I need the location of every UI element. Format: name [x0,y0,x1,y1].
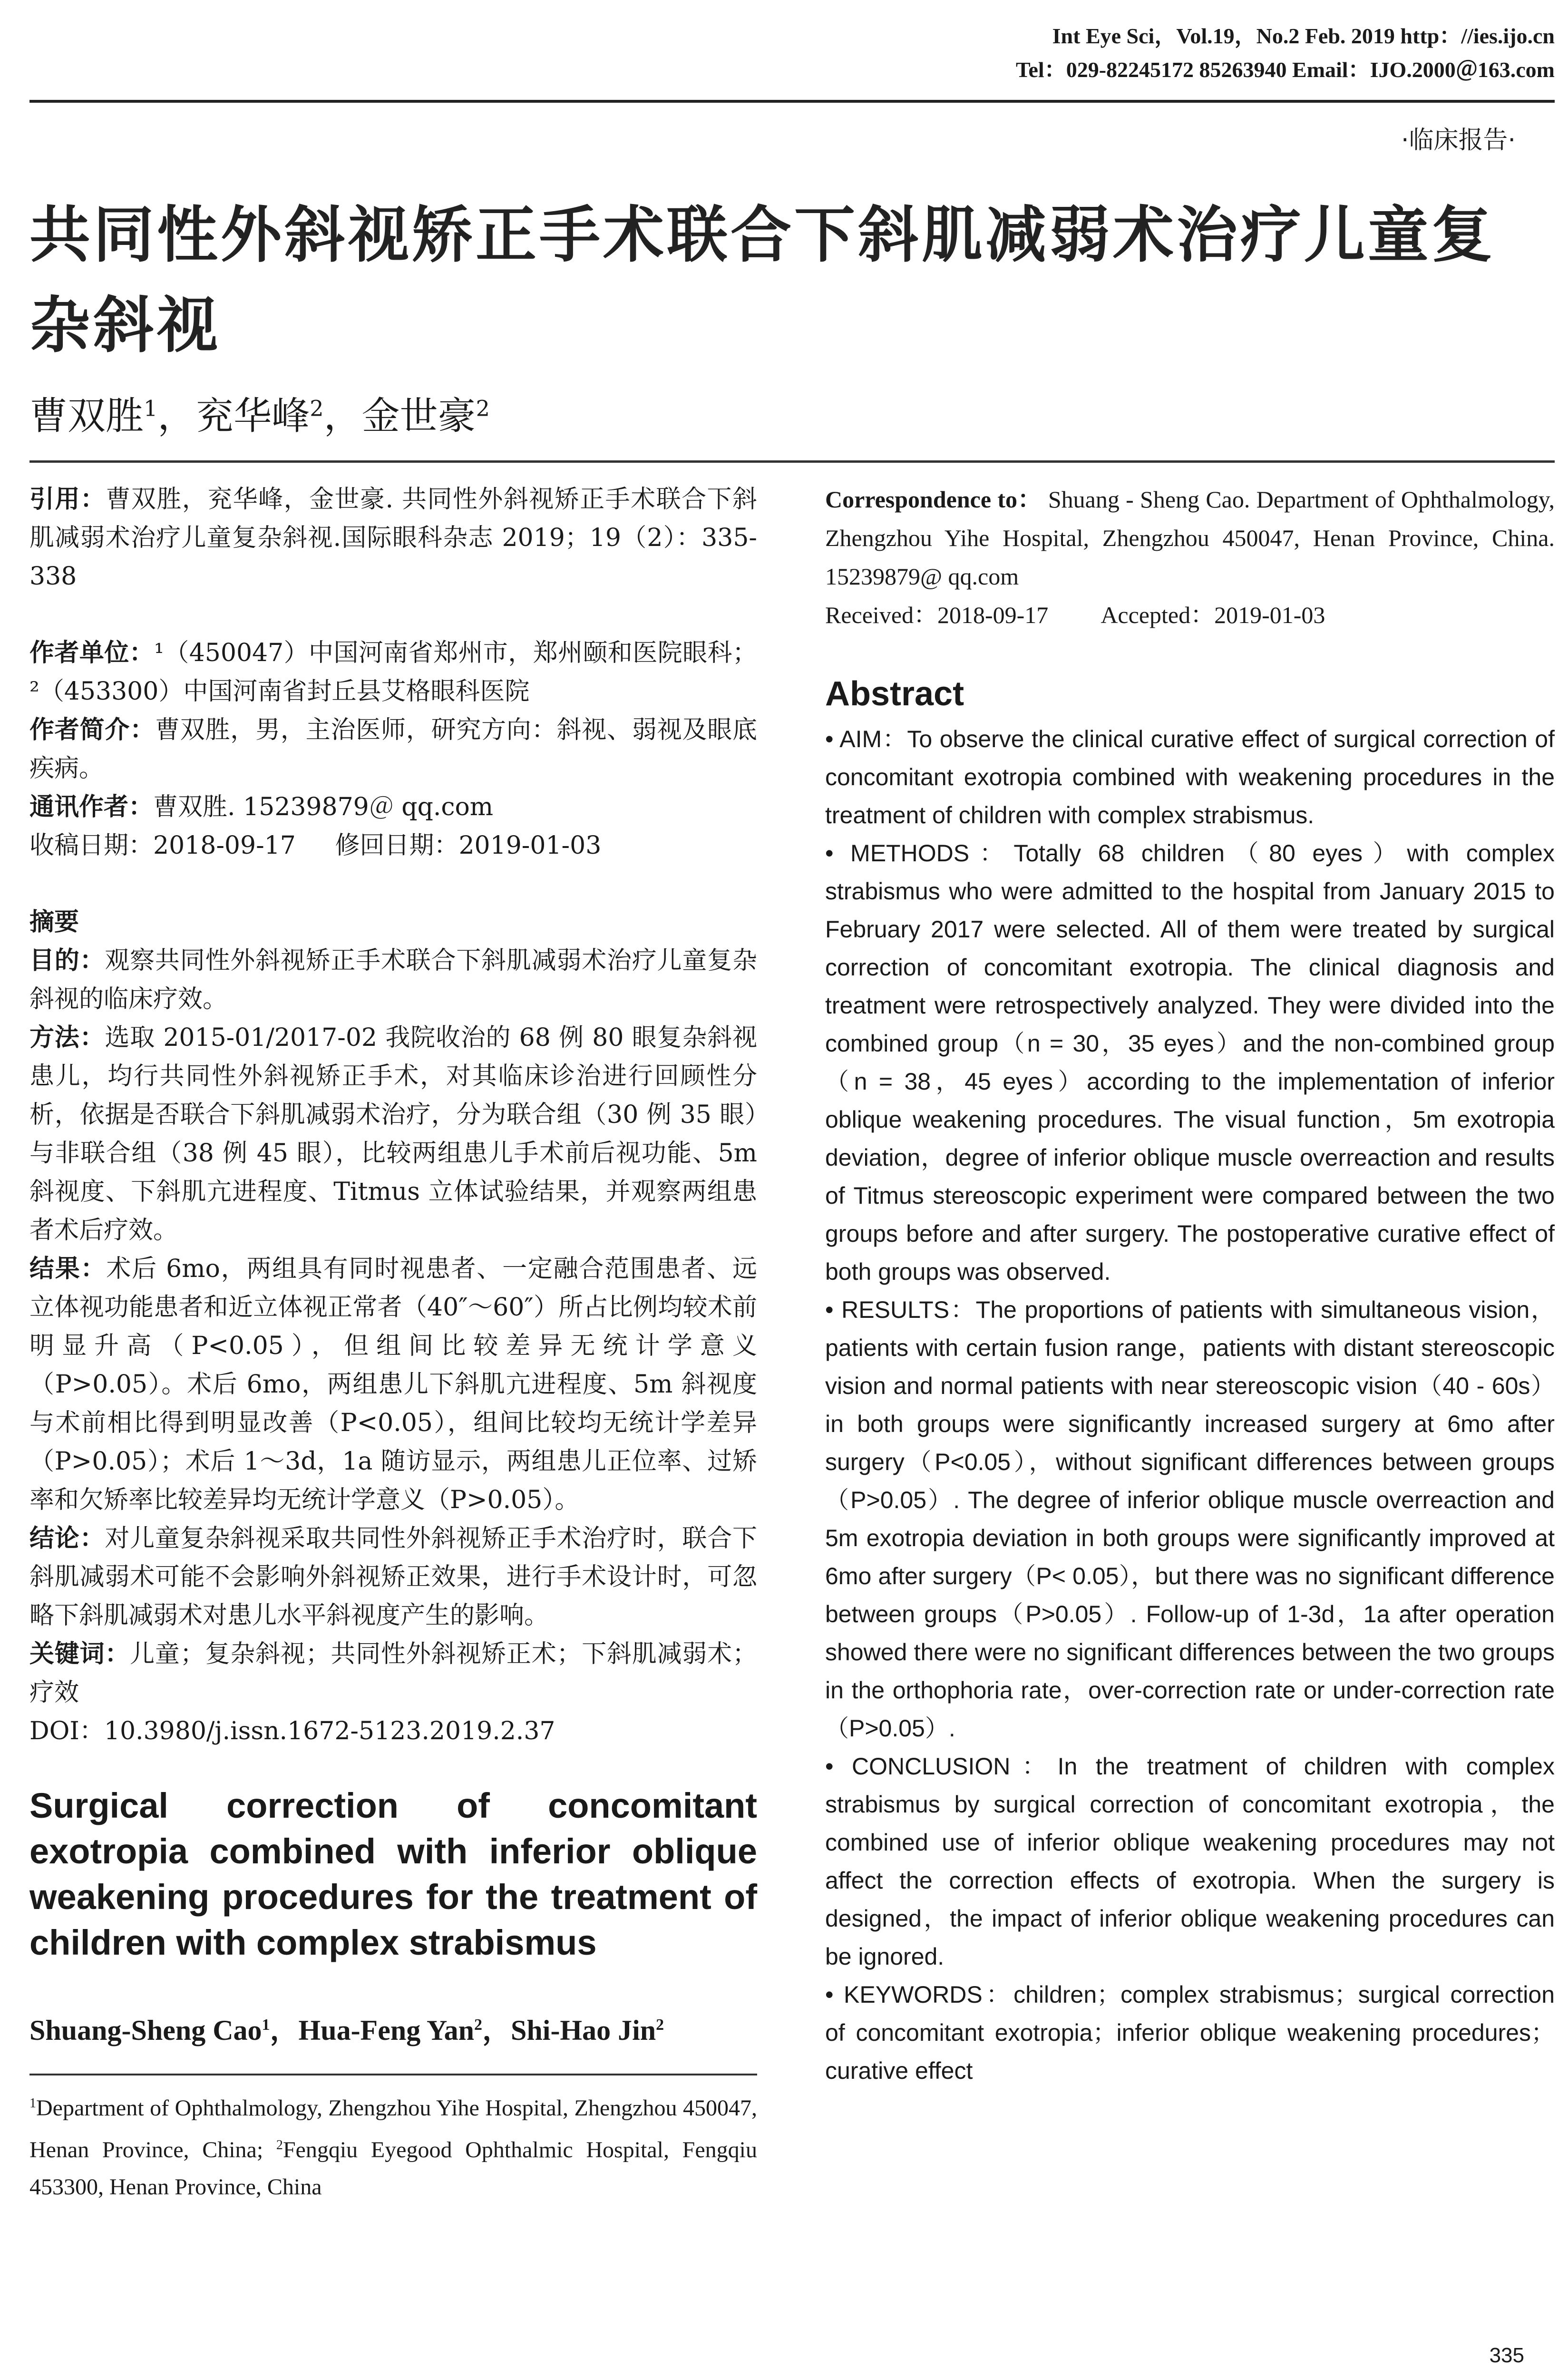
author-bio [29,711,757,788]
conclusion-label: 结论： [29,1524,105,1553]
author-units-label: 作者单位： [29,639,155,667]
citation [29,480,757,596]
citation-text: 曹双胜，兖华峰，金世豪. 共同性外斜视矫正手术联合下斜肌减弱术治疗儿童复杂斜视.国际眼科杂志 2019；19（2）：335-338 [29,485,757,591]
author-1-affil: 1 [144,395,158,421]
abstract-aim-cn: 目的：观察共同性外斜视矫正手术联合下斜肌减弱术治疗儿童复杂斜视的临床疗效。 [29,946,757,1013]
corresponding-author [29,788,757,827]
author-3-affil: 2 [476,395,490,421]
results-label: 结果： [29,1255,107,1283]
abstract-heading-cn: 摘要 [29,908,79,936]
correspondence-en-text: Shuang - Sheng Cao. Department of Ophthalmology, Zhengzhou Yihe Hospital, Zhengzhou 450047, Henan Province, China. 15239879@ qq.com [825,486,1555,590]
methods-label: 方法： [29,1023,105,1052]
corresponding-author-text: 曹双胜. 15239879＠ qq.com [153,793,494,821]
abstract-heading-en: Abstract [825,675,964,713]
abstract-methods-en: • METHODS：Totally 68 children（80 eyes）with complex strabismus who were admitted to the hospital from January 2015 to February 2017 were selected. All of them were treated by surgical correction of concomitant exotropia. The clinical diagnosis and treatment were retrospectively analyzed. They were divided into the combined group（n = 30，35 eyes）and the non-combined group（n = 38，45 eyes）according to the implementation of inferior oblique weakening procedures. The visual function，5m exotropia deviation，degree of inferior oblique muscle overreaction and results of Titmus stereoscopic experiment were compared between the two groups before and after surgery. The postoperative curative effect of both groups was observed. [825,840,1555,1285]
dates-cn: 收稿日期：2018-09-17 修回日期：2019-01-03 [29,831,602,860]
doi: DOI：10.3980/j.issn.1672-5123.2019.2.37 [29,1717,555,1745]
journal-header-line1: Int Eye Sci，Vol.19，No.2 Feb. 2019 http：//ies.ijo.cn [1052,24,1555,48]
abstract-aim-en: • AIM：To observe the clinical curative effect of surgical correction of concomitant exotropia combined with weakening procedures in the treatment of children with complex strabismus. [825,726,1555,828]
abstract-results-en: • RESULTS：The proportions of patients with simultaneous vision，patients with certain fusion range，patients with distant stereoscopic vision and normal patients with near stereoscopic vision（40 - 60s）in both groups were significantly increased surgery at 6mo after surgery（P<0.05），without significant differences between groups（P>0.05）. The degree of inferior oblique muscle overreaction and 5m exotropia deviation in both groups were significantly improved at 6mo after surgery（P< 0.05），but there was no significant difference between groups（P>0.05）. Follow-up of 1-3d，1a after operation showed there were no significant differences between the two groups in the orthophoria rate，over-correction rate or under-correction rate（P>0.05）. [825,1296,1555,1742]
affiliation-divider [29,2074,757,2075]
corresponding-author-label: 通讯作者： [29,793,154,821]
accepted-date: Accepted：2019-01-03 [1101,602,1325,628]
abstract-conclusion-cn: 结论：对儿童复杂斜视采取共同性外斜视矫正手术治疗时，联合下斜肌减弱术可能不会影响外斜视矫正效果，进行手术设计时，可忽略下斜肌减弱术对患儿水平斜视度产生的影响。 [29,1524,757,1630]
author-2: 兖华峰 [195,394,310,438]
keywords-en: • KEYWORDS：children；complex strabismus；surgical correction of concomitant exotropia；inferior oblique weakening procedures；curative effect [825,1981,1555,2084]
authors-cn: 曹双胜$^1$，兖华峰$^2$，金世豪$^2$ [29,394,490,438]
citation-label: 引用： [29,485,106,514]
author-2-affil: 2 [310,395,324,421]
correspondence-en-label: Correspondence to： [825,486,1042,513]
keywords-cn: 关键词：儿童；复杂斜视；共同性外斜视矫正术；下斜肌减弱术；疗效 [29,1640,757,1707]
aim-label: 目的： [29,946,105,975]
received-accepted [825,596,1555,634]
affiliations-en: $^1$Department of Ophthalmology, Zhengzhou Yihe Hospital, Zhengzhou 450047, Henan Province, China; $^2$Fengqiu Eyegood Ophthalmic Hospital, Fengqiu 453300, Henan Province, China [29,2095,758,2200]
author-3: 金世豪 [361,394,476,438]
journal-header-line2: Tel：029-82245172 85263940 Email：IJO.2000＠163.com [1016,58,1555,82]
author-en-2: Hua-Feng Yan [298,2015,475,2046]
received-date: Received：2018-09-17 [825,602,1049,628]
correspondence-en [825,480,1555,596]
article-title-en: Surgical correction of concomitant exotropia combined with inferior oblique weakening procedures for the treatment of children with complex strabismus [29,1786,757,1962]
journal-header [889,19,1555,87]
author-bio-label: 作者简介： [29,716,155,744]
left-column [29,480,757,2206]
author-bio-text: 曹双胜，男，主治医师，研究方向：斜视、弱视及眼底疾病。 [29,716,757,783]
keywords-label: 关键词： [29,1640,130,1668]
abstract-conclusion-en: • CONCLUSION：In the treatment of children with complex strabismus by surgical correction of concomitant exotropia，the combined use of inferior oblique weakening procedures may not affect the correction effects of exotropia. When the surgery is designed，the impact of inferior oblique weakening procedures can be ignored. [825,1753,1555,1970]
header-divider [29,100,1555,103]
abstract-methods-cn: 方法：选取 2015-01/2017-02 我院收治的 68 例 80 眼复杂斜视患儿，均行共同性外斜视矫正手术，对其临床诊治进行回顾性分析，依据是否联合下斜肌减弱术治疗，分为联合组（30 例 35 眼）与非联合组（38 例 45 眼），比较两组患儿手术前后视功能、5m 斜视度、下斜肌亢进程度、Titmus 立体试验结果，并观察两组患者术后疗效。 [29,1023,757,1245]
author-en-1: Shuang-Sheng Cao [29,2015,262,2046]
author-units-text: ¹（450047）中国河南省郑州市，郑州颐和医院眼科；²（453300）中国河南省封丘县艾格眼科医院 [29,639,757,706]
author-1: 曹双胜 [29,394,144,438]
authors-en: Shuang-Sheng Cao$^1$，Hua-Feng Yan$^2$，Shi-Hao Jin$^2$ [29,2015,664,2046]
abstract-results-cn: 结果：术后 6mo，两组具有同时视患者、一定融合范围患者、远立体视功能患者和近立体视正常者（40″～60″）所占比例均较术前明显升高（P<0.05），但组间比较差异无统计学意义（P>0.05）。术后 6mo，两组患儿下斜肌亢进程度、5m 斜视度与术前相比得到明显改善（P<0.05），组间比较均无统计学差异（P>0.05）；术后 1～3d，1a 随访显示，两组患儿正位率、过矫率和欠矫率比较差异均无统计学意义（P>0.05）。 [29,1255,757,1514]
title-divider [29,460,1555,463]
author-en-3: Shi-Hao Jin [511,2015,656,2046]
article-title-cn: 共同性外斜视矫正手术联合下斜肌减弱术治疗儿童复杂斜视 [29,200,1496,361]
section-tag: ·临床报告· [1401,126,1516,155]
author-units [29,634,757,711]
right-column [825,480,1555,2090]
page-number: 335 [1489,2344,1524,2367]
